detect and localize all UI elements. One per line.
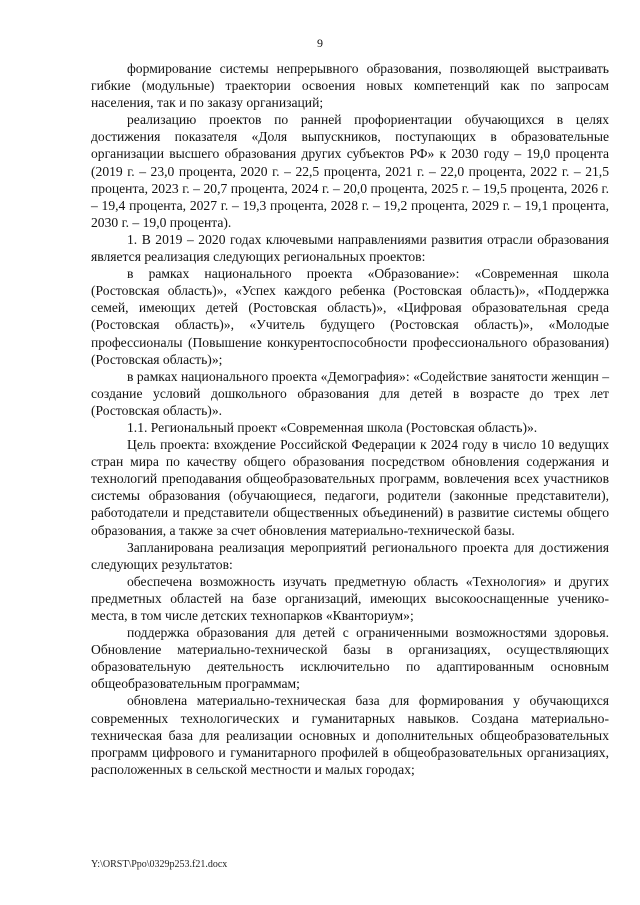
paragraph: реализацию проектов по ранней профориентации обучающихся в целях достижения показателя «Доля выпускников, поступающих в образовательные организации высшего образования других субъектов РФ» к 2030 году – 19,0 процента (2019 г. – 23,0 процента, 2020 г. – 22,5 процента, 2021 г. – 22,0 процента, 2022 г. – 21,5 процента, 2023 г. – 20,7 процента, 2024 г. – 20,0 процента, 2025 г. – 19,5 процента, 2026 г. – 19,4 процента, 2027 г. – 19,3 процента, 2028 г. – 19,2 процента, 2029 г. – 19,1 процента, 2030 г. – 19,0 процента).: [91, 112, 609, 230]
paragraph: поддержка образования для детей с ограниченными возможностями здоровья. Обновление материально-технической базы в организациях, осуществляющих образовательную деятельность исключительно по адаптированным основным общеобразовательным программам;: [91, 625, 609, 692]
paragraph: в рамках национального проекта «Демография»: «Содействие занятости женщин – создание условий дошкольного образования для детей в возрасте до трех лет (Ростовская область)».: [91, 368, 609, 418]
paragraph: формирование системы непрерывного образования, позволяющей выстраивать гибкие (модульные) траектории освоения новых компетенций как по запросам населения, так и по заказу организаций;: [91, 61, 609, 111]
paragraph: Запланирована реализация мероприятий регионального проекта для достижения следующих результатов:: [91, 539, 609, 572]
paragraph: обновлена материально-техническая база для формирования у обучающихся современных технологических и гуманитарных навыков. Создана материально-техническая база для реализации основных и дополнительных общеобразовательных программ цифрового и гуманитарного профилей в общеобразовательных организациях, расположенных в сельской местности и малых городах;: [91, 693, 609, 777]
paragraph: Цель проекта: вхождение Российской Федерации к 2024 году в число 10 ведущих стран мира по качеству общего образования посредством обновления содержания и технологий преподавания общеобразовательных программ, вовлечения всех участников системы образования (обучающиеся, педагоги, родители (законные представители), работодатели и представители общественных объединений) в развитие системы общего образования, а также за счет обновления материально-технической базы.: [91, 437, 609, 538]
page-number: 9: [317, 36, 323, 50]
paragraph: в рамках национального проекта «Образование»: «Современная школа (Ростовская область)», «Успех каждого ребенка (Ростовская область)», «Поддержка семей, имеющих детей (Ростовская область)», «Цифровая образовательная среда (Ростовская область)», «Учитель будущего (Ростовская область)», «Молодые профессионалы (Повышение конкурентоспособности профессионального образования) (Ростовская область)»;: [91, 266, 609, 367]
document-body: [91, 60, 609, 778]
paragraph: 1.1. Региональный проект «Современная школа (Ростовская область)».: [127, 419, 538, 435]
paragraph: обеспечена возможность изучать предметную область «Технология» и других предметных областей на базе организаций, имеющих высокооснащенные ученико-места, в том числе детских технопарков «Кванториум»;: [91, 573, 609, 623]
paragraph: 1. В 2019 – 2020 годах ключевыми направлениями развития отрасли образования является реализация следующих региональных проектов:: [91, 231, 609, 265]
file-path-footer: Y:\ORST\Ppo\0329p253.f21.docx: [91, 859, 228, 870]
